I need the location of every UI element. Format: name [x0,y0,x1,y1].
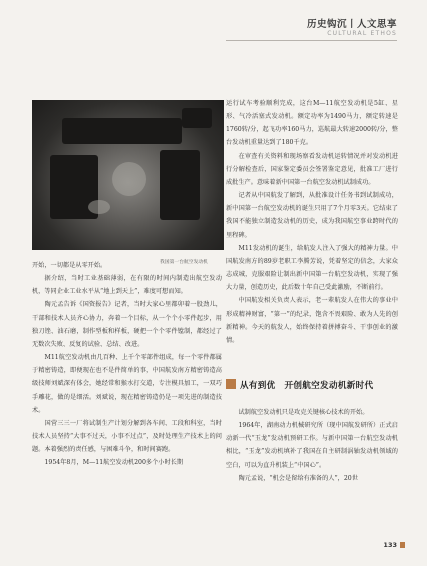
paragraph: 国营三三一厂将试制生产计划分解到各车间、工段和科室，当时技术人员坚持“大事不过天，小事不过点”，及时处理生产技术上的问题。本着强烈的责任感，与困难斗争，和时间赛跑。 [32,419,222,454]
paragraph: 记者从中国航发了解到，从批准设计任务书到试制成功，新中国第一台航空发动机的诞生只用了7个月零3天。它结束了我国不能独立制造发动机的历史，成为我国航空事业跨时代的里程碑。 [226,192,398,239]
right-column-top [226,97,398,347]
paragraph: M11发动机的诞生，给航发人注入了强大的精神力量。中国航发南方的89岁老职工李腾芳说，凭着坚定的信念，大家众志成城，克服艰险让制出新中国第一台航空发动机，实现了强大力量，创造历史，此后数十年自己受此激励，不断前行。 [226,244,398,292]
paragraph: 陶元孟告诉《国资报告》记者，当时大家心里都卯着一股劲儿，干部和技术人员齐心协力，奔着一个目标，从一个个小零件起步，用独刀锉、油石磨，制作型板和样板，硬把一个个零件镗制，都经过了无数次失败、反复的试验、总结、改进。 [32,301,222,348]
header-divider [226,40,397,41]
paragraph: 开始，一切都是从零开始。 [32,262,107,269]
left-column [32,259,222,470]
right-column-bottom [226,406,398,485]
photo-shadow-right [160,150,200,220]
engine-photo [32,100,224,250]
photo-highlight-center [112,162,146,196]
photo-highlight-lower [88,200,110,214]
paragraph: M11航空发动机由几百种、上千个零部件组成，每一个零件都属于精密铸造，即便现在也不是件简单的事，中国航发南方精密铸造高级技师刘斌深有体会，她经常和猴水打交道，专注模具加工，一双巧手雕花，做的是细活。刘斌说，现在精密铸造仍是一项先进的制造技术。 [32,354,222,414]
paragraph: 试制航空发动机只是攻克关键核心技术的开始。 [238,409,369,416]
page-number-marker [400,542,405,548]
section-marker [226,379,236,389]
section-heading-text: 从有到优 开创航空发动机新时代 [240,381,374,391]
section-header-subtitle: CULTURAL ETHOS [327,30,397,37]
paragraph: 1954年8月，M—11航空发动机200多个小时长期 [44,459,184,467]
photo-shadow-corner [182,108,212,128]
paragraph: 1964年，湖南动力机械研究所（现中国航发研所）正式启动新一代“玉龙”发动机预研工作。与新中国第一台航空发动机相比，“玉龙”发动机填补了我国在自主研制涡轴发动机领域的空白，可以为直升机装上“中国心”。 [226,422,398,469]
section-header-title: 历史钩沉丨人文思享 [306,19,397,30]
paragraph: 中国航发相关负责人表示，老一辈航发人在伟大的事业中形成精神财富，“第一”的纪录，饱含不畏艰险、敢为人先的创新精神。今天的航发人，始终保持着拼搏奋斗、干事创业的激情。 [226,297,398,344]
paragraph: 据介绍，当时工业基础薄弱，在有限的时间内制造出航空发动机，等同企业工业水平从“地上到天上”，难度可想而知。 [32,275,222,296]
paragraph: 运行试车考验顺利完成，这台M—11航空发动机是5缸、星形、气冷活塞式发动机。额定功率为1490马力，额定转速是1760转/分，起飞功率160马力，巡航最大转速2000转/分，整台发动机重量达到了180千克。 [226,100,398,147]
paragraph: 陶元孟说，“机会是留给有准备的人”，20世 [238,474,358,482]
photo-caption: 我国第一台航空发动机 [160,260,208,265]
section-heading [226,376,398,394]
page-number: 133 [383,541,397,549]
paragraph: 在审查有关资料和现场察看发动机运转情况并对发动机进行分解检查后，国家鉴定委员会签署鉴定意见，批准工厂进行成批生产。意味着新中国第一台航空发动机试制成功。 [226,152,398,186]
photo-shadow-top [62,118,182,144]
